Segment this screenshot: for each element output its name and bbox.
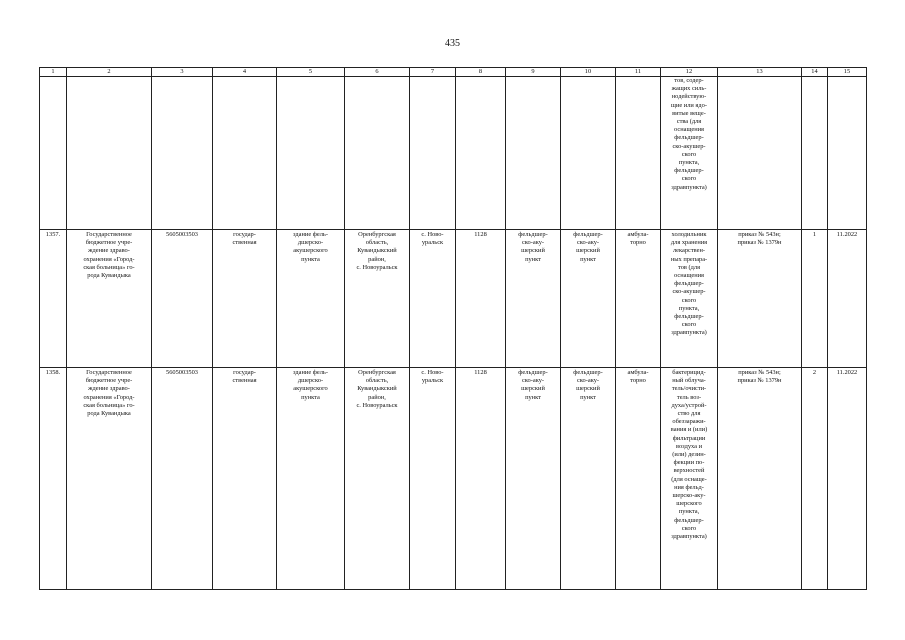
cell-line: район,: [368, 393, 386, 401]
code-cell: 1128: [456, 368, 506, 590]
care-form-cell: [616, 230, 661, 368]
column-number: 9: [506, 68, 561, 77]
equipment-cell: [661, 368, 718, 590]
unit-name-cell: [561, 230, 616, 368]
quantity-cell: 1: [802, 230, 828, 368]
organization-cell: [67, 368, 152, 590]
column-number: 10: [561, 68, 616, 77]
cell-line: бактерицид-: [672, 369, 706, 376]
table-row: [40, 230, 867, 368]
column-number: 5: [277, 68, 345, 77]
cell-line: фельдшер-: [674, 313, 704, 321]
cell-line: акушерского: [293, 385, 328, 393]
row-number: 1358.: [40, 368, 67, 590]
quantity-cell: 2: [802, 368, 828, 590]
cell-line: шерский: [521, 247, 545, 255]
unit-type-cell: [506, 230, 561, 368]
cell-line: фельдшер-: [674, 516, 704, 524]
cell-line: для хранения: [670, 239, 708, 247]
cell-line: ственная: [232, 377, 257, 385]
locality-cell: [410, 368, 456, 590]
page-number: 435: [445, 38, 460, 49]
cell-line: уральск: [421, 377, 444, 385]
cell-line: вания и (или): [670, 426, 708, 434]
inn-cell: 5605003503: [152, 368, 213, 590]
cell-line: шерский: [521, 385, 545, 393]
address-cell: [345, 230, 410, 368]
cell-line: здание фель-: [293, 231, 328, 238]
cell-line: с. Ново-: [421, 231, 444, 238]
cell-line: ского: [681, 150, 697, 158]
registry-table: [39, 67, 867, 590]
cell-line: дшерско-: [297, 239, 324, 247]
code-cell: 1128: [456, 230, 506, 368]
cell-line: область,: [365, 377, 389, 385]
cell-line: район,: [368, 255, 386, 263]
cell-line: с. Новоуральск: [356, 263, 398, 271]
cell-line: нодействую-: [671, 93, 707, 101]
cell-line: ско-аку-: [521, 239, 545, 247]
cell-line: ства (для: [676, 118, 702, 126]
inn-cell: 5605003503: [152, 230, 213, 368]
cell-line: ственная: [232, 239, 257, 247]
cell-line: шерского: [676, 500, 702, 508]
cell-line: с. Новоуральск: [356, 401, 398, 409]
cell-line: акушерского: [293, 247, 328, 255]
cell-line: ждение здраво-: [88, 247, 130, 255]
cell-line: Государственное: [86, 231, 132, 238]
cell-line: фекции по-: [673, 459, 705, 467]
row-number: 1357.: [40, 230, 67, 368]
cell-line: приказ № 543н;: [738, 231, 781, 238]
cell-line: торно: [630, 377, 646, 385]
locality-cell: [410, 230, 456, 368]
column-number: 11: [616, 68, 661, 77]
cell-line: Оренбургская: [358, 369, 396, 376]
cell-line: ный облуча-: [672, 377, 706, 385]
cell-line: обеззаражи-: [672, 418, 706, 426]
building-cell: [277, 230, 345, 368]
cell-line: шерско-аку-: [672, 492, 706, 500]
column-number: 14: [802, 68, 828, 77]
cell-line: ская больница» го-: [83, 401, 135, 409]
cell-line: приказ № 543н;: [738, 369, 781, 376]
unit-type-cell: [506, 368, 561, 590]
cell-line: фельдшер-: [518, 231, 548, 238]
cell-line: холодильник: [671, 231, 707, 238]
cell-line: ская больница» го-: [83, 263, 135, 271]
cell-line: с. Ново-: [421, 369, 444, 376]
cell-line: здравпункта): [671, 183, 707, 191]
ownership-cell: [213, 230, 277, 368]
cell-line: лекарствен-: [672, 247, 706, 255]
cell-line: здравпункта): [671, 329, 707, 337]
cell-line: фельдшер-: [518, 369, 548, 376]
cell-line: амбула-: [627, 231, 649, 238]
cell-line: фельдшер-: [674, 167, 704, 175]
cell-line: здание фель-: [293, 369, 328, 376]
cell-line: уральск: [421, 239, 444, 247]
column-number-row: [40, 68, 867, 77]
ownership-cell: [213, 368, 277, 590]
cell-line: торно: [630, 239, 646, 247]
cell-line: шерский: [576, 247, 600, 255]
cell-line: пункта,: [678, 508, 700, 516]
cell-line: тов (для: [677, 263, 701, 271]
cell-line: ство для: [677, 410, 701, 418]
cell-line: ждение здраво-: [88, 385, 130, 393]
cell-line: ского: [681, 296, 697, 304]
cell-line: бюджетное учре-: [85, 239, 133, 247]
cell-line: бюджетное учре-: [85, 377, 133, 385]
column-number: 3: [152, 68, 213, 77]
cell-line: ско-аку-: [521, 377, 545, 385]
cell-line: тель/очисти-: [671, 385, 707, 393]
cell-line: пункт: [580, 255, 596, 263]
cell-line: (для оснаще-: [671, 475, 707, 483]
cell-line: пункт: [525, 393, 541, 401]
cell-line: приказ № 1379н: [737, 377, 782, 385]
cell-line: рода Кувандыка: [87, 410, 131, 418]
cell-line: ско-акушер-: [672, 288, 706, 296]
cell-line: амбула-: [627, 369, 649, 376]
cell-line: ско-акушер-: [672, 142, 706, 150]
date-cell: 11.2022: [828, 368, 867, 590]
cell-line: рода Кувандыка: [87, 272, 131, 280]
cell-line: воздуха и: [676, 442, 702, 450]
cell-line: область,: [365, 239, 389, 247]
cell-line: верхностей: [673, 467, 705, 475]
cell-line: Государственное: [86, 369, 132, 376]
cell-line: ных препара-: [670, 255, 708, 263]
cell-line: оснащения: [674, 272, 704, 280]
cell-line: ского: [681, 175, 697, 183]
cell-line: пункта,: [678, 304, 700, 312]
cell-line: охранения «Город-: [83, 255, 135, 263]
cell-line: ско-аку-: [576, 377, 600, 385]
cell-line: фельдшер-: [674, 280, 704, 288]
equipment-cell: [661, 77, 718, 230]
column-number: 13: [718, 68, 802, 77]
cell-line: Оренбургская: [358, 231, 396, 238]
cell-line: фельдшер-: [573, 369, 603, 376]
building-cell: [277, 368, 345, 590]
cell-line: витые веще-: [672, 109, 706, 117]
column-number: 7: [410, 68, 456, 77]
organization-cell: [67, 230, 152, 368]
cell-line: щие или ядо-: [671, 101, 707, 109]
column-number: 2: [67, 68, 152, 77]
cell-line: духа/устрой-: [671, 401, 707, 409]
cell-line: ско-аку-: [576, 239, 600, 247]
cell-line: дшерско-: [297, 377, 324, 385]
cell-line: охранения «Город-: [83, 393, 135, 401]
cell-line: ского: [681, 524, 697, 532]
column-number: 8: [456, 68, 506, 77]
cell-line: государ-: [233, 231, 256, 238]
order-cell: [718, 368, 802, 590]
column-number: 4: [213, 68, 277, 77]
order-cell: [718, 230, 802, 368]
cell-line: ния фельд-: [674, 483, 704, 491]
column-number: 12: [661, 68, 718, 77]
cell-line: оснащения: [674, 126, 704, 134]
cell-line: пункт: [525, 255, 541, 263]
unit-name-cell: [561, 368, 616, 590]
cell-line: (или) дезин-: [672, 451, 706, 459]
cell-line: фельдшер-: [674, 134, 704, 142]
cell-line: жащих силь-: [671, 85, 707, 93]
cell-line: ского: [681, 321, 697, 329]
cell-line: здравпункта): [671, 533, 707, 541]
column-number: 6: [345, 68, 410, 77]
column-number: 1: [40, 68, 67, 77]
cell-line: приказ № 1379н: [737, 239, 782, 247]
cell-line: пункта: [301, 255, 320, 263]
table-row: [40, 368, 867, 590]
address-cell: [345, 368, 410, 590]
cell-line: фильтрации: [672, 434, 706, 442]
cell-line: тель воз-: [676, 393, 702, 401]
cell-line: Кувандыкский: [357, 247, 397, 255]
cell-line: государ-: [233, 369, 256, 376]
cell-line: тов, содер-: [674, 77, 704, 84]
cell-line: фельдшер-: [573, 231, 603, 238]
cell-line: пункт: [580, 393, 596, 401]
cell-line: шерский: [576, 385, 600, 393]
continuation-row: [40, 77, 867, 230]
care-form-cell: [616, 368, 661, 590]
cell-line: Кувандыкский: [357, 385, 397, 393]
date-cell: 11.2022: [828, 230, 867, 368]
cell-line: пункта,: [678, 159, 700, 167]
equipment-cell: [661, 230, 718, 368]
cell-line: пункта: [301, 393, 320, 401]
column-number: 15: [828, 68, 867, 77]
